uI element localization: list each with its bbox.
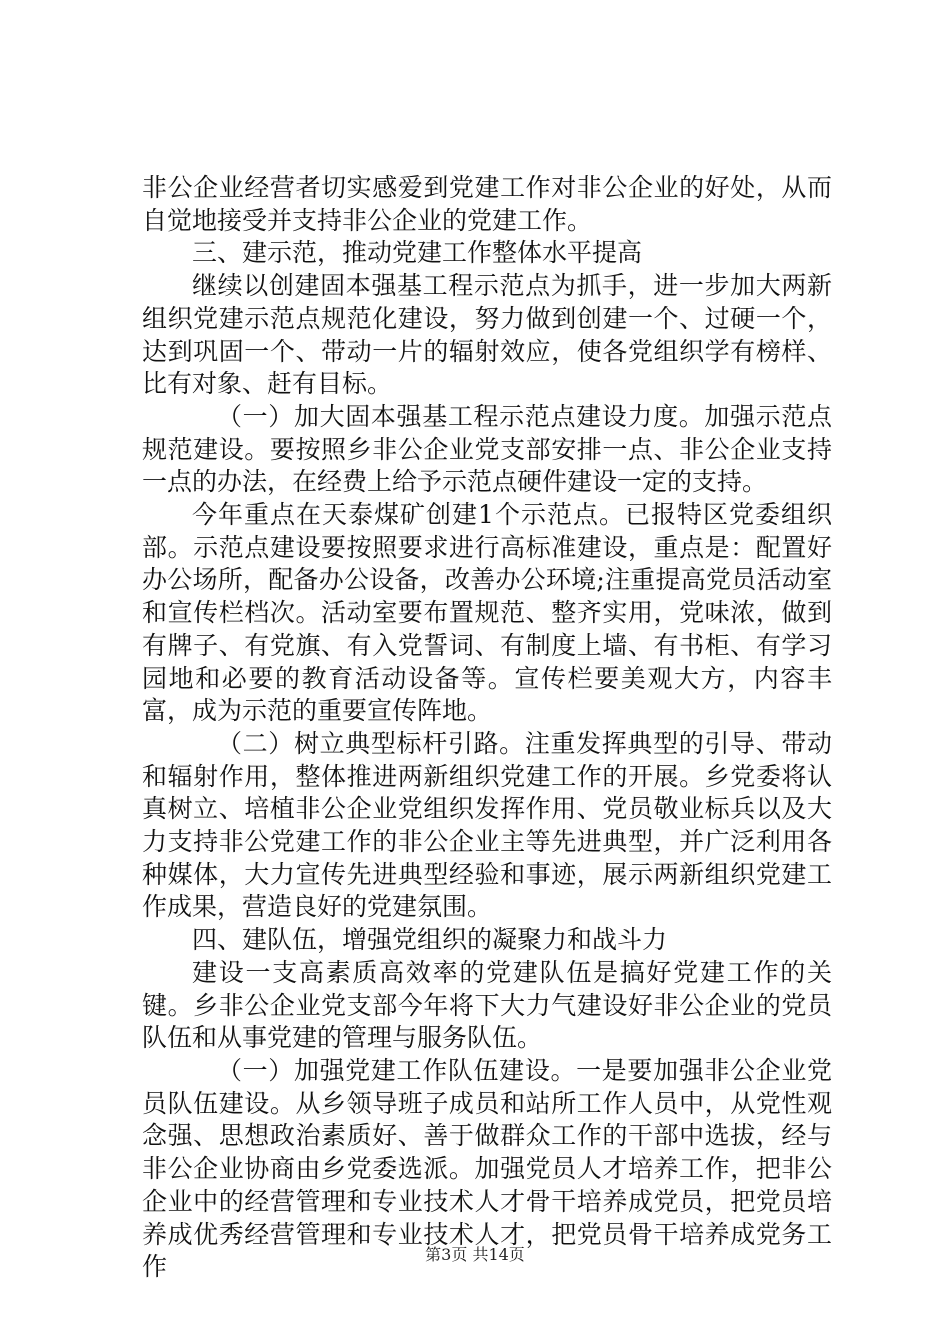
- subsection-paragraph-3: （一）加强党建工作队伍建设。一是要加强非公企业党员队伍建设。从乡领导班子成员和站所工作人员中，从党性观念强、思想政治素质好、善于做群众工作的干部中选拔，经与非公企业协商由乡党委选派。加强党员人才培养工作，把非公企业中的经营管理和专业技术人才骨干培养成党员，把党员培养成优秀经营管理和专业技术人才，把党员骨干培养成党务工作: [142, 1055, 832, 1282]
- document-body: [142, 172, 832, 1284]
- paragraph: 今年重点在天泰煤矿创建1个示范点。已报特区党委组织部。示范点建设要按照要求进行高标准建设，重点是：配置好办公场所，配备办公设备，改善办公环境;注重提高党员活动室和宣传栏档次。活动室要布置规范、整齐实用，党味浓，做到有牌子、有党旗、有入党誓词、有制度上墙、有书柜、有学习园地和必要的教育活动设备等。宣传栏要美观大方，内容丰富，成为示范的重要宣传阵地。: [142, 500, 832, 726]
- paragraph-continuation: 非公企业经营者切实感爱到党建工作对非公企业的好处，从而自觉地接受并支持非公企业的党建工作。: [142, 173, 832, 235]
- section-heading-4: 四、建队伍，增强党组织的凝聚力和战斗力: [192, 925, 668, 955]
- page-footer: [0, 1242, 950, 1265]
- paragraph: 建设一支高素质高效率的党建队伍是搞好党建工作的关键。乡非公企业党支部今年将下大力气建设好非公企业的党员队伍和从事党建的管理与服务队伍。: [142, 957, 832, 1053]
- page-number: 第3页 共14页: [425, 1245, 525, 1264]
- paragraph: 继续以创建固本强基工程示范点为抓手，进一步加大两新组织党建示范点规范化建设，努力做到创建一个、过硬一个，达到巩固一个、带动一片的辐射效应，使各党组织学有榜样、比有对象、赶有目标。: [142, 271, 832, 399]
- subsection-paragraph-2: （二）树立典型标杆引路。注重发挥典型的引导、带动和辐射作用，整体推进两新组织党建工作的开展。乡党委将认真树立、培植非公企业党组织发挥作用、党员敬业标兵以及大力支持非公党建工作的非公企业主等先进典型，并广泛利用各种媒体，大力宣传先进典型经验和事迹，展示两新组织党建工作成果，营造良好的党建氛围。: [142, 728, 832, 922]
- subsection-paragraph-1: （一）加大固本强基工程示范点建设力度。加强示范点规范建设。要按照乡非公企业党支部安排一点、非公企业支持一点的办法，在经费上给予示范点硬件建设一定的支持。: [142, 401, 832, 497]
- section-heading-3: 三、建示范，推动党建工作整体水平提高: [192, 238, 643, 268]
